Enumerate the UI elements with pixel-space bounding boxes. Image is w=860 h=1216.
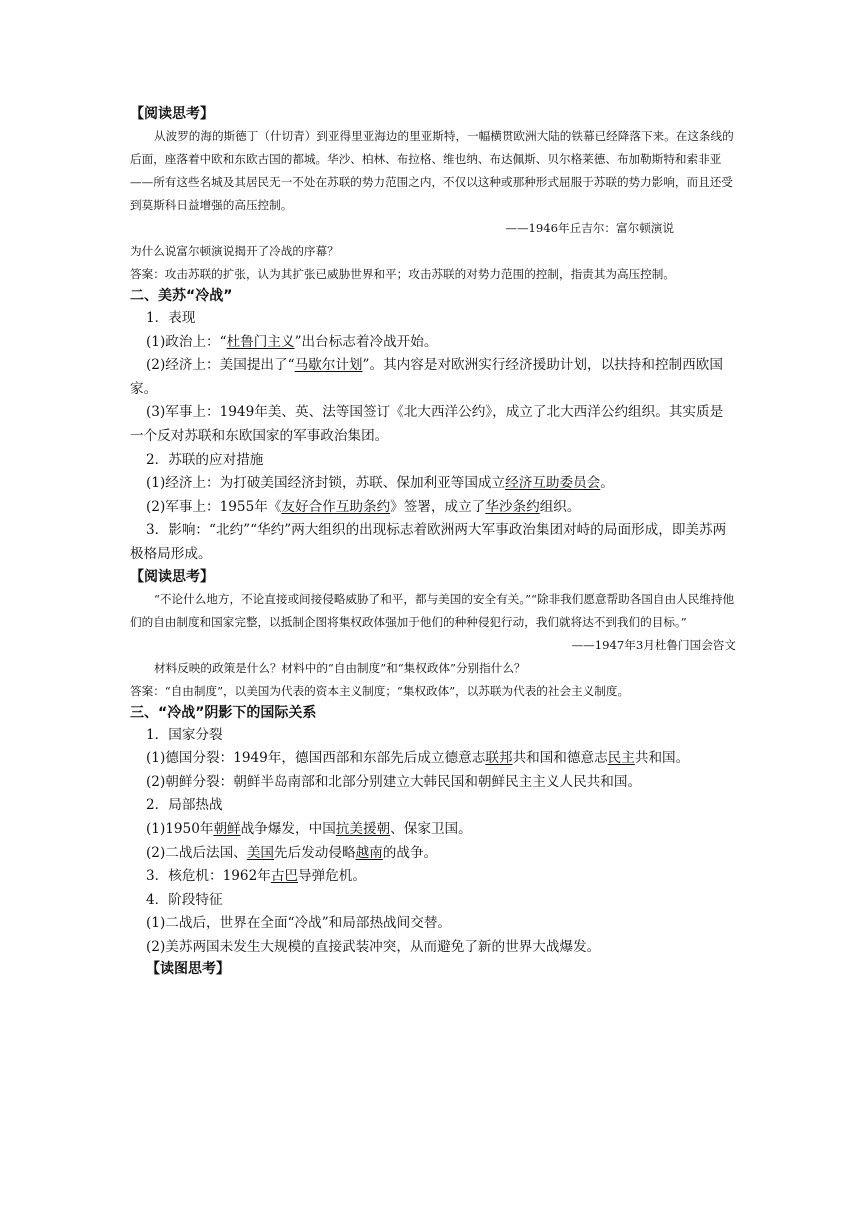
subsection-title: 3．核危机：1962年古巴导弹危机。	[146, 868, 366, 885]
section-title: 三、“冷战”阴影下的国际关系	[130, 704, 317, 721]
paragraph: (2)朝鲜分裂：朝鲜半岛南部和北部分别建立大韩民国和朝鲜民主主义人民共和国。	[146, 773, 642, 790]
paragraph: (1)政治上：“杜鲁门主义”出台标志着冷战开始。	[146, 333, 438, 350]
underlined-term: 联邦	[485, 750, 513, 767]
answer-text: 答案：攻击苏联的扩张，认为其扩张已威胁世界和平；攻击苏联的对势力范围的控制，指责其为高压控制。	[130, 267, 675, 281]
quote-source: ——1947年3月杜鲁门国会咨文	[571, 637, 736, 652]
paragraph: (3)军事上：1949年美、英、法等国签订《北大西洋公约》，成立了北大西洋公约组织。其实质是一个反对苏联和东欧国家的军事政治集团。	[130, 404, 724, 444]
underlined-term: 古巴	[270, 868, 298, 885]
paragraph: (1)德国分裂：1949年，德国西部和东部先后成立德意志联邦共和国和德意志民主共和国。	[146, 750, 690, 767]
underlined-term: 越南	[355, 844, 383, 861]
underlined-term: 民主	[607, 750, 635, 767]
paragraph: (1)经济上：为打破美国经济封锁，苏联、保加利亚等国成立经济互助委员会。	[146, 475, 614, 492]
paragraph: (1)二战后，世界在全面“冷战”和局部热战间交替。	[146, 915, 452, 932]
quote-text: “不论什么地方，不论直接或间接侵略威胁了和平，都与美国的安全有关。”“除非我们愿意帮助各国自由人民维持他们的自由制度和国家完整，以抵制企图将集权政体强加于他们的种种侵犯行动，我们就将达不到我们的目标。”	[130, 591, 735, 629]
answer-text: 答案：“自由制度”，以美国为代表的资本主义制度；“集权政体”，以苏联为代表的社会主义制度。	[130, 683, 630, 698]
paragraph: (2)军事上：1955年《友好合作互助条约》签署，成立了华沙条约组织。	[146, 498, 581, 515]
underlined-term: 杜鲁门主义	[226, 333, 295, 350]
subsection-title: 2．苏联的应对措施	[146, 451, 264, 468]
paragraph: (2)二战后法国、美国先后发动侵略越南的战争。	[146, 844, 438, 861]
paragraph: (1)1950年朝鲜战争爆发，中国抗美援朝、保家卫国。	[146, 820, 472, 837]
underlined-term: 华沙条约	[485, 498, 540, 515]
paragraph: (2)美苏两国未发生大规模的直接武装冲突，从而避免了新的世界大战爆发。	[146, 938, 601, 955]
subsection-title: 4．阶段特征	[146, 891, 223, 908]
document-page	[130, 104, 736, 980]
paragraph: 3．影响：“北约”“华约”两大组织的出现标志着欧洲两大军事政治集团对峙的局面形成，即美苏两极格局形成。	[130, 522, 727, 562]
underlined-term: 抗美援朝	[335, 820, 391, 837]
quote-source: ——1946年丘吉尔：富尔顿演说	[505, 221, 674, 235]
reading-heading: 【阅读思考】	[130, 568, 214, 585]
underlined-term: 朝鲜	[213, 820, 241, 837]
subsection-title: 1．国家分裂	[146, 726, 223, 743]
underlined-term: 美国	[246, 844, 275, 861]
section-title: 二、美苏“冷战”	[130, 288, 233, 304]
subsection-title: 2．局部热战	[146, 797, 223, 814]
paragraph: (2)经济上：美国提出了“马歇尔计划”。其内容是对欧洲实行经济援助计划，以扶持和控制西欧国家。	[130, 357, 723, 397]
reading-heading: 【读图思考】	[146, 961, 230, 978]
reading-heading: 【阅读思考】	[130, 106, 214, 122]
question-text: 材料反映的政策是什么？材料中的“自由制度”和“集权政体”分别指什么？	[154, 660, 526, 675]
underlined-term: 友好合作互助条约	[281, 498, 391, 515]
underlined-term: 马歇尔计划	[294, 357, 363, 374]
subsection-title: 1．表现	[146, 310, 196, 326]
underlined-term: 经济互助委员会	[505, 475, 601, 492]
quote-text: 从波罗的海的斯德丁（什切青）到亚得里亚海边的里亚斯特，一幅横贯欧洲大陆的铁幕已经降落下来。在这条线的后面，座落着中欧和东欧古国的都城。华沙、柏林、布拉格、维也纳、布达佩斯、贝尔格莱德、布加勒斯特和索非亚——所有这些名城及其居民无一不处在苏联的势力范围之内，不仅以这种或那种形式屈服于苏联的势力影响，而且还受到莫斯科日益增强的高压控制。	[130, 129, 734, 212]
question-text: 为什么说富尔顿演说揭开了冷战的序幕？	[130, 244, 339, 258]
